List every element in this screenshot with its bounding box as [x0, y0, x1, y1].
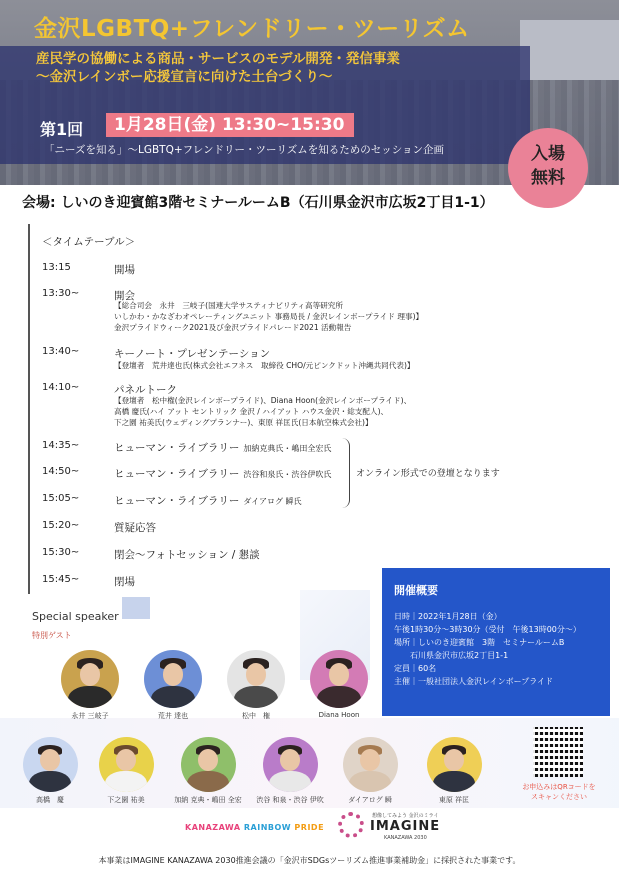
row-detail: 高橋 慶氏(ハイ アット セントリック 金沢 / ハイアット ハウス金沢・総支配人)、 — [114, 407, 389, 416]
online-brace — [340, 438, 350, 508]
qr-code-icon[interactable] — [533, 727, 583, 777]
speaker-card — [226, 650, 286, 721]
row-title — [114, 440, 331, 455]
speaker-name: 高橋 慶 — [36, 796, 64, 804]
decorative-square — [122, 597, 150, 619]
venue-line: 会場: しいのき迎賓館3階セミナールームB（石川県金沢市広坂2丁目1-1） — [22, 195, 494, 211]
speaker-name: 加納 克典・嶋田 全宏 — [174, 796, 242, 804]
row-title: 開会 — [114, 290, 135, 302]
qr-note-line-2: スキャンください — [531, 793, 587, 801]
row-time: 13:30~ — [42, 288, 80, 299]
speaker-photo — [227, 650, 285, 708]
speaker-card — [60, 650, 120, 721]
row-title — [114, 466, 331, 481]
speaker-card — [254, 737, 326, 805]
kanazawa-rainbow-pride-logo — [185, 823, 324, 832]
speaker-card — [20, 737, 80, 805]
footer-note: 本事業はIMAGINE KANAZAWA 2030推進会議の「金沢市SDGsツーリズム推進事業補助金」に採択された事業です。 — [98, 856, 521, 865]
info-line: 午後1時30分～3時30分（受付 午後13時00分～） — [394, 625, 581, 634]
page-title: 金沢LGBTQ+フレンドリー・ツーリズム — [34, 16, 470, 42]
row-title-text: ヒューマン・ライブラリー — [114, 468, 240, 480]
timetable-heading: ＜タイムテーブル＞ — [42, 236, 136, 248]
speaker-name: Diana Hoon — [318, 711, 360, 719]
info-line: 定員｜60名 — [394, 664, 437, 673]
imagine-tagline: 想像してみよう 金沢のミライ — [372, 813, 439, 819]
row-title — [114, 493, 302, 508]
row-time: 14:10~ — [42, 382, 80, 393]
imagine-logo-icon — [338, 812, 364, 838]
logo-word: RAINBOW — [243, 823, 292, 832]
speaker-photo — [61, 650, 119, 708]
row-detail: 下之園 祐美氏(ウェディングプランナー)、東原 祥匡氏(日本航空株式会社)】 — [114, 418, 373, 427]
speaker-photo — [310, 650, 368, 708]
free-badge-line-1: 入場 — [531, 144, 565, 164]
speaker-photo — [99, 737, 154, 792]
row-time: 13:15 — [42, 262, 71, 273]
imagine-logo-sub: KANAZAWA 2030 — [384, 835, 427, 841]
hero-background-screen — [520, 20, 619, 80]
row-title-text: ヒューマン・ライブラリー — [114, 495, 240, 507]
speaker-photo — [263, 737, 318, 792]
speaker-name: 永井 三岐子 — [71, 712, 109, 720]
timetable-divider — [28, 224, 30, 594]
info-line: 主催｜一般社団法人金沢レインボープライド — [394, 677, 553, 686]
speaker-photo — [343, 737, 398, 792]
special-speaker-label: Special speaker — [32, 610, 119, 623]
subtitle-line-1: 産民学の協働による商品・サービスのモデル開発・発信事業 — [36, 51, 400, 67]
free-admission-badge — [508, 128, 588, 208]
speaker-card — [172, 737, 244, 805]
row-time: 15:20~ — [42, 520, 80, 531]
row-detail: 【総合司会 永井 三岐子(国連大学サスティナビリティ高等研究所 — [114, 301, 343, 310]
event-info-box — [382, 568, 610, 716]
session-date-badge: 1月28日(金) 13:30~15:30 — [106, 113, 354, 137]
info-line: 場所｜しいのき迎賓館 3階 セミナールームB — [394, 638, 565, 647]
speaker-card — [96, 737, 156, 805]
row-detail: いしかわ・かなざわオペレーティングユニット 事務局長 / 金沢レインボープライド 理事)】 — [114, 312, 424, 321]
speaker-name: 東原 祥匡 — [438, 796, 470, 804]
row-time: 13:40~ — [42, 346, 80, 357]
row-speaker-name: 加納克典氏・嶋田全宏氏 — [243, 444, 332, 453]
imagine-logo-text: IMAGINE — [370, 819, 441, 834]
session-concept: 「ニーズを知る」〜LGBTQ+フレンドリー・ツーリズムを知るためのセッション企画 — [44, 144, 445, 156]
row-title: パネルトーク — [114, 384, 177, 396]
speaker-name: ダイアログ 瞬 — [348, 796, 392, 804]
logo-word: KANAZAWA — [185, 823, 241, 832]
row-speaker-name: 渋谷和泉氏・渋谷伊吹氏 — [243, 470, 332, 479]
info-line: 日時｜2022年1月28日（金） — [394, 612, 502, 621]
info-title: 開催概要 — [394, 584, 438, 597]
online-note: オンライン形式での登壇となります — [356, 469, 500, 479]
row-time: 15:45~ — [42, 574, 80, 585]
row-title-text: ヒューマン・ライブラリー — [114, 442, 240, 454]
speaker-name: 松中 権 — [242, 712, 270, 720]
speaker-photo — [23, 737, 78, 792]
speaker-card — [309, 650, 369, 719]
row-title: キーノート・プレゼンテーション — [114, 348, 271, 360]
row-title: 閉会〜フォトセッション / 懇談 — [114, 549, 260, 561]
row-time: 14:50~ — [42, 466, 80, 477]
row-detail: 【登壇者 荒井達也氏(株式会社エフネス 取締役 CHO/元ピンクドット沖縄共同代表)】 — [114, 361, 415, 370]
row-time: 15:30~ — [42, 547, 80, 558]
row-detail: 金沢プライドウィーク2021及び金沢プライドパレード2021 活動報告 — [114, 323, 352, 332]
speaker-card — [143, 650, 203, 721]
row-time: 14:35~ — [42, 440, 80, 451]
speaker-name: 下之園 祐美 — [107, 796, 145, 804]
free-badge-line-2: 無料 — [531, 168, 565, 188]
qr-note — [504, 782, 614, 802]
speaker-card — [424, 737, 484, 805]
session-number: 第1回 — [40, 120, 84, 139]
speaker-name: 渋谷 和泉・渋谷 伊吹 — [256, 796, 324, 804]
speaker-photo — [181, 737, 236, 792]
row-title: 閉場 — [114, 576, 135, 588]
row-title: 開場 — [114, 264, 135, 276]
row-speaker-name: ダイアログ 瞬氏 — [243, 497, 302, 506]
speaker-photo — [427, 737, 482, 792]
row-title: 質疑応答 — [114, 522, 156, 534]
qr-note-line-1: お申込みはQRコードを — [522, 783, 596, 791]
row-time: 15:05~ — [42, 493, 80, 504]
info-line: 石川県金沢市広坂2丁目1-1 — [394, 651, 509, 660]
logo-word: PRIDE — [294, 823, 325, 832]
subtitle-line-2: 〜金沢レインボー応援宣言に向けた土台づくり〜 — [36, 69, 333, 85]
speaker-name: 荒井 達也 — [157, 712, 189, 720]
speaker-photo — [144, 650, 202, 708]
row-detail: 【登壇者 松中権(金沢レインボープライド)、Diana Hoon(金沢レインボープライド)、 — [114, 396, 412, 405]
speaker-card — [340, 737, 400, 805]
special-guest-label: 特別ゲスト — [32, 631, 72, 640]
